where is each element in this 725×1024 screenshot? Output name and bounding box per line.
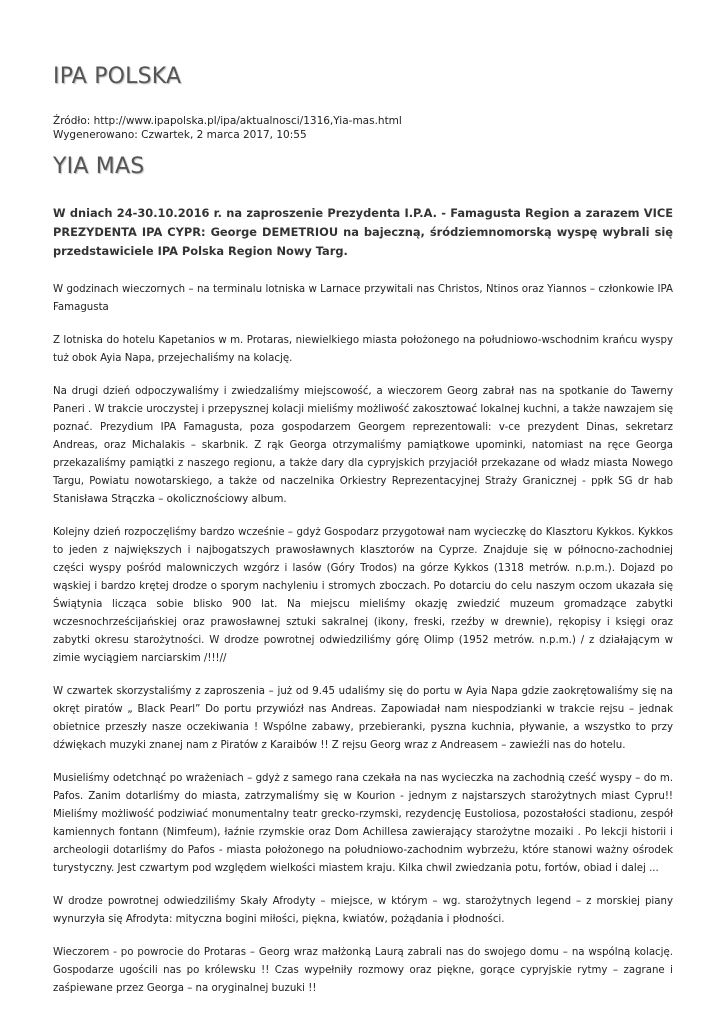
document-meta bbox=[53, 114, 402, 142]
generated-line: Wygenerowano: Czwartek, 2 marca 2017, 10:55 bbox=[53, 129, 307, 141]
article-paragraph: W czwartek skorzystaliśmy z zaproszenia – już od 9.45 udaliśmy się do portu w Ayia Napa gdzie zaokrętowaliśmy się na okręt piratów „ Black Pearl” Do portu przywiózł nas Andreas. Zapowiadał nam niespodzianki w trakcie rejsu – jednak obietnice przeszły nasze oczekiwania ! Wspólne zabawy, przebieranki, pyszna kuchnia, pływanie, a wszystko to przy dźwiękach muzyki znanej nam z Piratów z Karaibów !! Z rejsu Georg wraz z Andreasem – zawieźli nas do hotelu. bbox=[53, 686, 673, 751]
article-paragraph: Wieczorem - po powrocie do Protaras – Georg wraz małżonką Laurą zabrali nas do swojego domu – na wspólną kolację. Gospodarze ugościli nas po królewsku !! Czas wypełniły rozmowy oraz piękne, gorące cypryjskie rytmy – zagrane i zaśpiewane przez Georga – na oryginalnej buzuki !! bbox=[53, 947, 673, 994]
site-title: IPA POLSKA bbox=[53, 64, 182, 89]
article-paragraph: Z lotniska do hotelu Kapetanios w m. Protaras, niewielkiego miasta położonego na południowo-wschodnim krańcu wyspy tuż obok Ayia Napa, przejechaliśmy na kolację. bbox=[53, 335, 673, 364]
article-paragraph: Musieliśmy odetchnąć po wrażeniach – gdyż z samego rana czekała na nas wycieczka na zachodnią cześć wyspy – do m. Pafos. Zanim dotarliśmy do miasta, zatrzymaliśmy się w Kourion - jednym z najstarszych starożytnych miast Cypru!! Mieliśmy możliwość podziwiać monumentalny teatr grecko-rzymski, rezydencję Eustoliosa, pozostałości stadionu, zespół kamiennych fontann (Nimfeum), łaźnie rzymskie oraz Dom Achillesa zawierający starożytne mozaiki . Po lekcji historii i archeologii dotarliśmy do Pafos - miasta położonego na południowo-zachodnim wybrzeżu, które stanowi ważny ośrodek turystyczny. Jest czwartym pod względem wielkości miastem kraju. Kilka chwil zwiedzania potu, fortów, obiad i dalej ... bbox=[53, 773, 673, 874]
article-lead: W dniach 24-30.10.2016 r. na zaproszenie Prezydenta I.P.A. - Famagusta Region a zarazem VICE PREZYDENTA IPA CYPR: George DEMETRIOU na bajeczną, śródziemnomorską wyspę wybrali się przedstawiciele IPA Polska Region Nowy Targ. bbox=[53, 206, 673, 258]
article-title: YIA MAS bbox=[53, 154, 145, 179]
article-paragraph: W godzinach wieczornych – na terminalu lotniska w Larnace przywitali nas Christos, Ntinos oraz Yiannos – członkowie IPA Famagusta bbox=[53, 284, 673, 313]
article-paragraph: W drodze powrotnej odwiedziliśmy Skały Afrodyty – miejsce, w którym – wg. starożytnych legend – z morskiej piany wynurzyła się Afrodyta: mityczna bogini miłości, piękna, kwiatów, pożądania i płodności. bbox=[53, 896, 673, 925]
source-line: Źródło: http://www.ipapolska.pl/ipa/aktualnosci/1316,Yia-mas.html bbox=[53, 115, 402, 127]
article-paragraph: Kolejny dzień rozpoczęliśmy bardzo wcześnie – gdyż Gospodarz przygotował nam wycieczkę do Klasztoru Kykkos. Kykkos to jeden z największych i najbogatszych prawosławnych klasztorów na Cyprze. Znajduje się w północno-zachodniej części wyspy pośród malowniczych wzgórz i lasów (Góry Trodos) na górze Kykkos (1318 metrów. n.p.m.). Dojazd po wąskiej i bardzo krętej drodze o sporym nachyleniu i stromych zboczach. Po dotarciu do celu naszym oczom ukazała się Świątynia licząca sobie blisko 900 lat. Na miejscu mieliśmy okazję zwiedzić muzeum gromadzące zabytki wczesnochrześcijańskiej oraz prawosławnej sztuki sakralnej (ikony, freski, rzeźby w drewnie), rękopisy i księgi oraz zabytki okresu starożytności. W drodze powrotnej odwiedziliśmy górę Olimp (1952 metrów. n.p.m.) / z działającym w zimie wyciągiem narciarskim /!!!// bbox=[53, 527, 673, 664]
article-paragraph: Na drugi dzień odpoczywaliśmy i zwiedzaliśmy miejscowość, a wieczorem Georg zabrał nas na spotkanie do Tawerny Paneri . W trakcie uroczystej i przepysznej kolacji mieliśmy możliwość zakosztować lokalnej kuchni, a także nawzajem się poznać. Prezydium IPA Famagusta, poza gospodarzem Georgem reprezentowali: v-ce prezydent Dinas, sekretarz Andreas, oraz Michalakis – skarbnik. Z rąk Georga otrzymaliśmy pamiątkowe upominki, natomiast na ręce Georga przekazaliśmy pamiątki z naszego regionu, a także dary dla cypryjskich przyjaciół przekazane od władz miasta Nowego Targu, Powiatu nowotarskiego, a także od naczelnika Orkiestry Reprezentacyjnej Straży Granicznej - ppłk SG dr hab Stanisława Strączka – okolicznościowy album. bbox=[53, 386, 673, 505]
article-body bbox=[53, 204, 673, 1013]
